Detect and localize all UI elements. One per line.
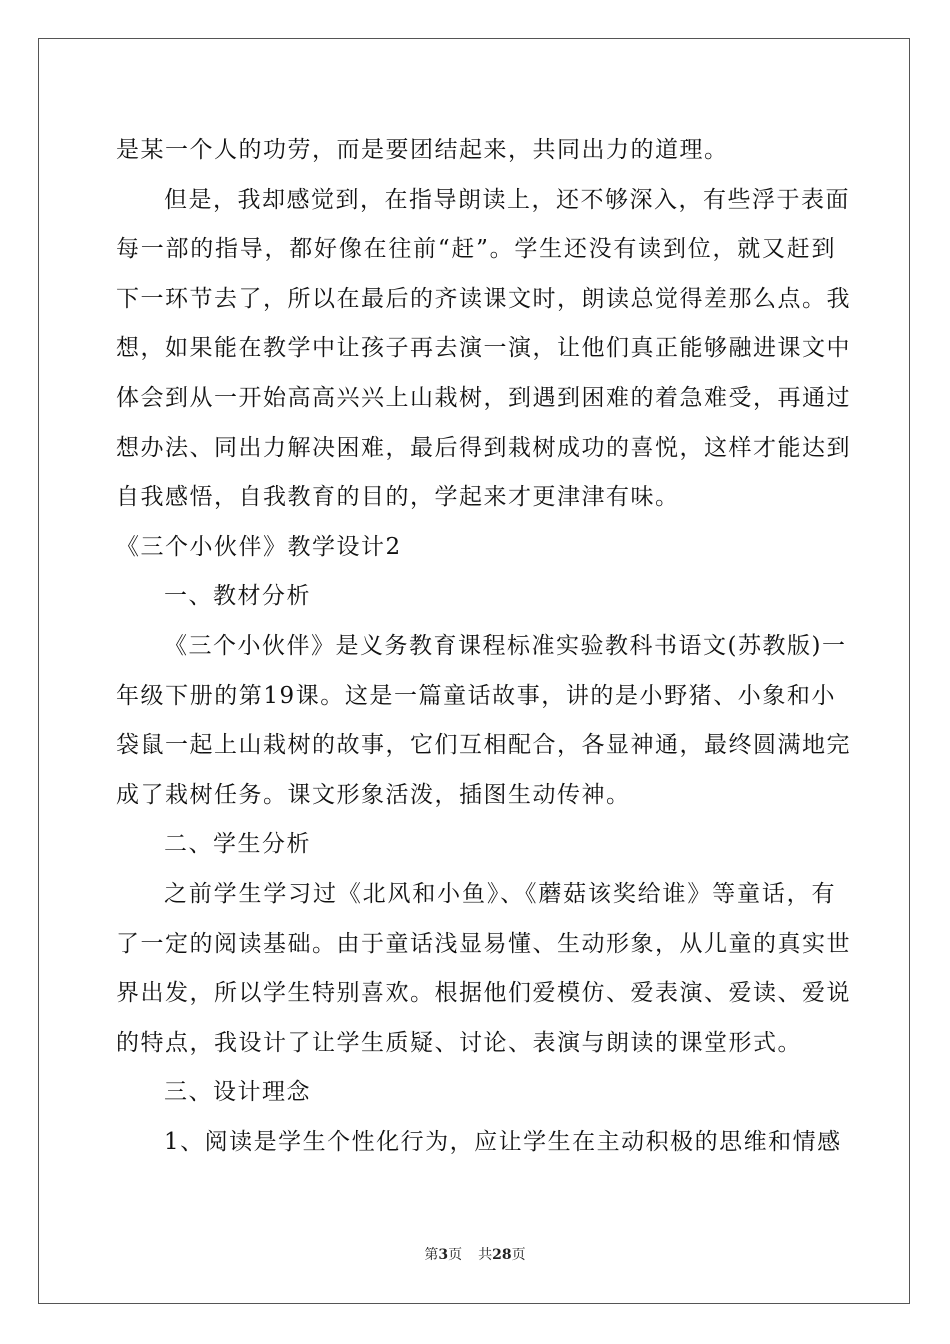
text-line: 但是，我却感觉到，在指导朗读上，还不够深入，有些浮于表面 <box>164 186 850 213</box>
text-line: 下一环节去了，所以在最后的齐读课文时，朗读总觉得差那么点。我 <box>116 285 851 312</box>
text-line: 《三个小伙伴》教学设计2 <box>116 533 402 560</box>
text-line: 每一部的指导，都好像在往前“赶”。学生还没有读到位，就又赶到 <box>116 236 836 263</box>
text-line: 袋鼠一起上山栽树的故事，它们互相配合，各显神通，最终圆满地完 <box>116 732 851 759</box>
page-prefix: 第 <box>424 1247 439 1263</box>
text-line: 成了栽树任务。课文形象活泼，插图生动传神。 <box>116 781 631 808</box>
text-line: 之前学生学习过《北风和小鱼》、《蘑菇该奖给谁》等童话，有 <box>164 880 836 907</box>
text-line: 年级下册的第19课。这是一篇童话故事，讲的是小野猪、小象和小 <box>116 682 836 709</box>
text-line: 1、阅读是学生个性化行为，应让学生在主动积极的思维和情感 <box>164 1128 842 1155</box>
text-line: 的特点，我设计了让学生质疑、讨论、表演与朗读的课堂形式。 <box>116 1029 802 1056</box>
text-line: 三、设计理念 <box>164 1079 311 1106</box>
text-line: 二、学生分析 <box>164 831 311 858</box>
text-line: 界出发，所以学生特别喜欢。根据他们爱模仿、爱表演、爱读、爱说 <box>116 980 851 1007</box>
page-current: 3 <box>438 1247 449 1263</box>
text-line: 《三个小伙伴》是义务教育课程标准实验教科书语文(苏教版)一 <box>164 632 847 659</box>
text-line: 想，如果能在教学中让孩子再去演一演，让他们真正能够融进课文中 <box>116 335 851 362</box>
page-total: 28 <box>492 1247 512 1263</box>
text-line: 一、教材分析 <box>164 583 311 610</box>
page-unit: 页 <box>448 1247 463 1263</box>
text-line: 了一定的阅读基础。由于童话浅显易懂、生动形象，从儿童的真实世 <box>116 930 851 957</box>
text-line: 是某一个人的功劳，而是要团结起来，共同出力的道理。 <box>116 137 729 163</box>
text-line: 自我感悟，自我教育的目的，学起来才更津津有味。 <box>116 484 680 511</box>
text-line: 想办法、同出力解决困难，最后得到栽树成功的喜悦，这样才能达到 <box>116 434 851 461</box>
document-body <box>116 126 851 1167</box>
total-unit: 页 <box>511 1247 526 1263</box>
total-prefix: 共 <box>478 1247 493 1263</box>
text-line: 体会到从一开始高高兴兴上山栽树，到遇到困难的着急难受，再通过 <box>116 384 851 411</box>
page-footer <box>0 1244 950 1264</box>
